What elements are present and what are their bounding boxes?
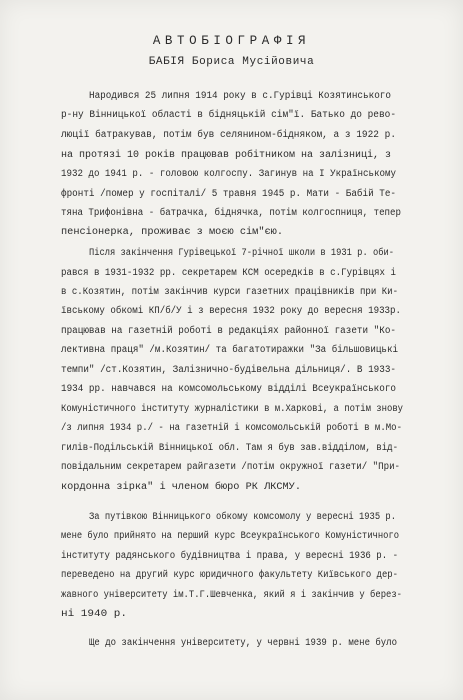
text-line: Народився 25 липня 1914 року в с.Гурівці Козятинського bbox=[89, 91, 391, 102]
text-line: /з липня 1934 р./ - на газетній і комсомольській роботі в м.Мо- bbox=[61, 423, 402, 434]
text-line: пенсіонерка, проживає з моєю сім"єю. bbox=[61, 227, 283, 238]
text-line: тяна Трифонівна - батрачка, біднячка, потім колгоспниця, тепер bbox=[61, 208, 401, 219]
document-title: АВТОБІОГРАФІЯ bbox=[152, 34, 311, 48]
text-line: жавного університету ім.Т.Г.Шевченка, який я і закінчив у берез- bbox=[61, 590, 402, 601]
text-line: р-ну Вінницької області в бідняцькій сім"ї. Батько до рево- bbox=[61, 110, 396, 121]
text-line: гилів-Подільській Вінницької обл. Там я був зав.відділом, від- bbox=[61, 443, 398, 454]
text-line: інституту радянського будівництва і права, у вересні 1936 р. - bbox=[61, 551, 398, 562]
text-line: в с.Козятин, потім закінчив курси газетних працівників при Ки- bbox=[61, 287, 398, 298]
text-line: кордонна зірка" і членом бюро РК ЛКСМУ. bbox=[61, 482, 301, 493]
text-line: повідальним секретарем райгазети /потім окружної газети/ "При- bbox=[61, 462, 400, 473]
text-line: люції батракував, потім був селянином-бідняком, а з 1922 р. bbox=[61, 130, 396, 141]
text-line: переведено на другий курс юридичного факультету Київського дер- bbox=[61, 570, 398, 581]
text-line: ні 1940 р. bbox=[61, 609, 127, 620]
text-line: на протязі 10 років працював робітником на залізниці, з bbox=[61, 150, 391, 161]
text-line: Комуністичного інституту журналістики в м.Харкові, а потім знову bbox=[61, 404, 403, 415]
text-line: темпи" /ст.Козятин, Залізнично-будівельна дільниця/. В 1933- bbox=[61, 365, 396, 376]
text-line: За путівкою Вінницького обкому комсомолу у вересні 1935 р. bbox=[89, 512, 396, 523]
text-line: 1932 до 1941 р. - головою колгоспу. Загинув на І Українському bbox=[61, 169, 396, 180]
text-line: рався в 1931-1932 рр. секретарем КСМ осередків в с.Гурівцях і bbox=[61, 268, 396, 279]
text-line: фронті /помер у госпіталі/ 5 травня 1945 р. Мати - Бабій Те- bbox=[61, 189, 396, 200]
text-line: працював на газетній роботі в редакціях районної газети "Ко- bbox=[61, 326, 396, 337]
text-line: ївському обкомі КП/б/У і з вересня 1932 року до вересня 1933р. bbox=[61, 306, 401, 317]
text-line: мене було прийнято на перший курс Всеукраїнського Комуністичного bbox=[61, 531, 399, 542]
text-line: Ще до закінчення університету, у червні 1939 р. мене було bbox=[89, 638, 397, 649]
text-line: лективна праця" /м.Козятин/ та багатотиражки "За більшовицькі bbox=[61, 345, 398, 356]
document-subtitle: БАБІЯ Бориса Мусійовича bbox=[148, 56, 315, 68]
text-line: 1934 рр. навчався на комсомольському відділі Всеукраїнського bbox=[61, 384, 396, 395]
text-line: Після закінчення Гурівецької 7-річної школи в 1931 р. оби- bbox=[89, 248, 394, 259]
